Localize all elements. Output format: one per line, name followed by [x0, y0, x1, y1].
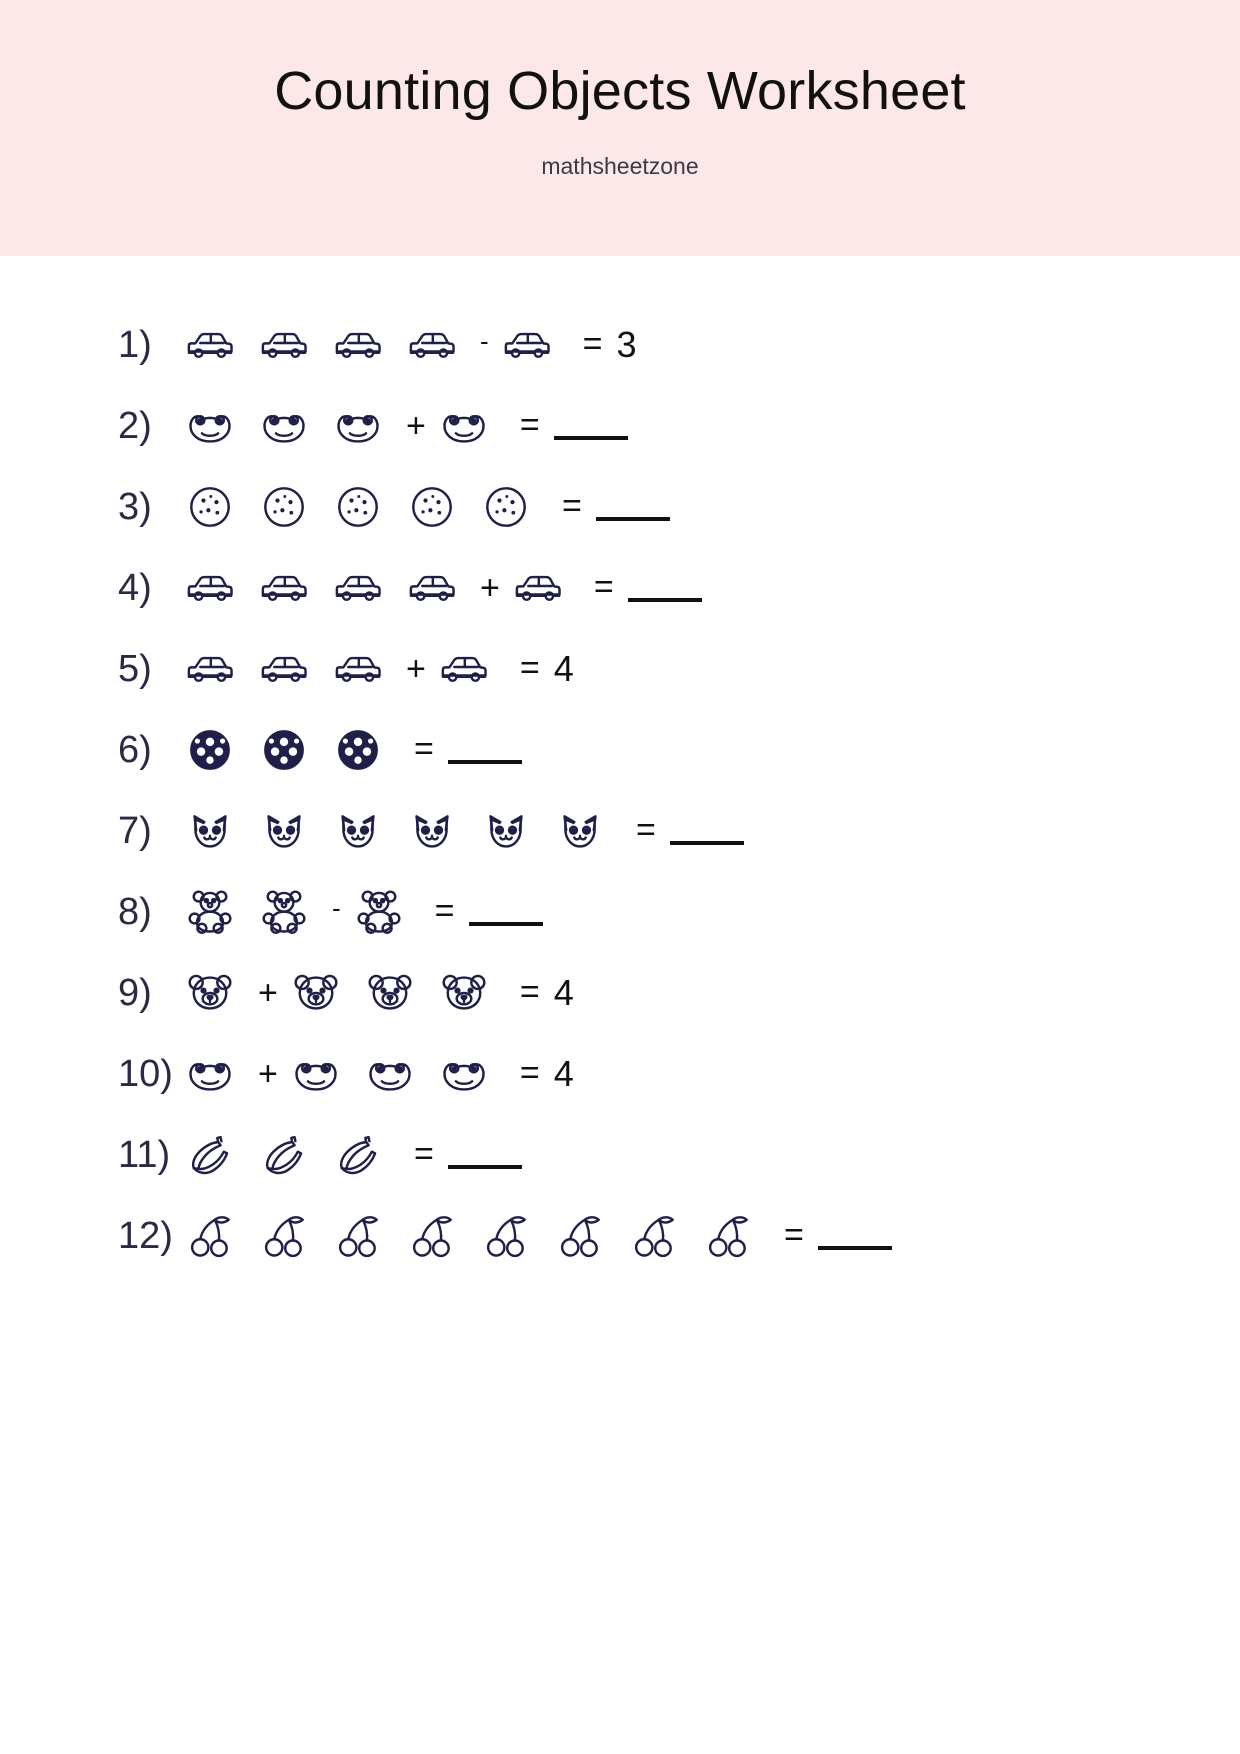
bear-icon — [184, 967, 236, 1019]
soccer-icon — [258, 724, 310, 776]
problem-row — [0, 1033, 1240, 1114]
problem-expression — [184, 1210, 892, 1262]
equals-sign: = — [519, 973, 540, 1011]
banana-icon — [184, 1129, 236, 1181]
equals-sign: = — [784, 1216, 804, 1254]
car-icon — [258, 643, 310, 695]
answer-value: 4 — [553, 1052, 574, 1094]
problem-number: 8) — [118, 890, 152, 933]
minus-operator: - — [480, 325, 489, 356]
equals-sign: = — [582, 325, 603, 363]
cherry-icon — [554, 1210, 606, 1262]
answer-blank[interactable] — [554, 410, 628, 440]
problem-list — [0, 304, 1240, 1276]
answer-blank[interactable] — [448, 734, 522, 764]
equals-sign: = — [434, 892, 455, 930]
problem-number: 1) — [118, 323, 152, 366]
equals-sign: = — [414, 730, 434, 768]
cat-icon — [480, 805, 532, 857]
car-icon — [406, 319, 458, 371]
cat-icon — [554, 805, 606, 857]
cookie-icon — [258, 481, 310, 533]
frog-icon — [184, 1048, 236, 1100]
cookie-icon — [184, 481, 236, 533]
plus-operator: + — [258, 973, 278, 1012]
bear-icon — [438, 967, 490, 1019]
problem-number: 3) — [118, 485, 152, 528]
problem-expression — [184, 643, 574, 695]
cookie-icon — [332, 481, 384, 533]
equals-sign: = — [519, 406, 540, 444]
problem-expression — [184, 1129, 522, 1181]
problem-row — [0, 304, 1240, 385]
answer-blank[interactable] — [818, 1220, 892, 1250]
banana-icon — [332, 1129, 384, 1181]
plus-operator: + — [406, 406, 426, 445]
problem-row — [0, 709, 1240, 790]
equals-sign: = — [519, 649, 540, 687]
teddy-icon — [184, 886, 236, 938]
car-icon — [258, 562, 310, 614]
problem-row — [0, 1195, 1240, 1276]
frog-icon — [184, 400, 236, 452]
plus-operator: + — [258, 1054, 278, 1093]
soccer-icon — [184, 724, 236, 776]
problem-expression — [184, 400, 628, 452]
answer-value: 4 — [553, 647, 574, 689]
cookie-icon — [480, 481, 532, 533]
answer-blank[interactable] — [448, 1139, 522, 1169]
site-name: mathsheetzone — [541, 153, 699, 180]
cat-icon — [332, 805, 384, 857]
answer-value: 3 — [616, 323, 637, 365]
equals-sign: = — [414, 1135, 434, 1173]
cherry-icon — [184, 1210, 236, 1262]
cat-icon — [406, 805, 458, 857]
frog-icon — [290, 1048, 342, 1100]
frog-icon — [364, 1048, 416, 1100]
frog-icon — [438, 400, 490, 452]
soccer-icon — [332, 724, 384, 776]
problem-number: 6) — [118, 728, 152, 771]
teddy-icon — [353, 886, 405, 938]
car-icon — [406, 562, 458, 614]
problem-expression — [184, 805, 744, 857]
problem-number: 11) — [118, 1133, 171, 1176]
problem-number: 4) — [118, 566, 152, 609]
cherry-icon — [480, 1210, 532, 1262]
problem-number: 5) — [118, 647, 152, 690]
cherry-icon — [628, 1210, 680, 1262]
problem-row — [0, 871, 1240, 952]
cherry-icon — [258, 1210, 310, 1262]
problem-number: 10) — [118, 1052, 173, 1095]
equals-sign: = — [636, 811, 656, 849]
problem-expression — [184, 967, 574, 1019]
car-icon — [501, 319, 553, 371]
bear-icon — [364, 967, 416, 1019]
problem-number: 12) — [118, 1214, 173, 1257]
answer-blank[interactable] — [469, 896, 543, 926]
car-icon — [332, 319, 384, 371]
problem-expression — [184, 724, 522, 776]
equals-sign: = — [593, 568, 614, 606]
answer-value: 4 — [553, 971, 574, 1013]
car-icon — [332, 562, 384, 614]
problem-row — [0, 952, 1240, 1033]
teddy-icon — [258, 886, 310, 938]
page-title: Counting Objects Worksheet — [274, 61, 966, 121]
banana-icon — [258, 1129, 310, 1181]
worksheet-header — [0, 0, 1240, 256]
bear-icon — [290, 967, 342, 1019]
problem-number: 9) — [118, 971, 152, 1014]
problem-row — [0, 1114, 1240, 1195]
problem-expression — [184, 562, 702, 614]
cherry-icon — [332, 1210, 384, 1262]
car-icon — [258, 319, 310, 371]
cookie-icon — [406, 481, 458, 533]
cherry-icon — [406, 1210, 458, 1262]
problem-number: 2) — [118, 404, 152, 447]
car-icon — [512, 562, 564, 614]
worksheet-body — [0, 256, 1240, 1276]
problem-row — [0, 466, 1240, 547]
problem-number: 7) — [118, 809, 152, 852]
car-icon — [438, 643, 490, 695]
problem-expression — [184, 1048, 574, 1100]
cherry-icon — [702, 1210, 754, 1262]
cat-icon — [184, 805, 236, 857]
answer-blank[interactable] — [670, 815, 744, 845]
plus-operator: + — [406, 649, 426, 688]
car-icon — [184, 319, 236, 371]
minus-operator: - — [332, 892, 341, 923]
car-icon — [184, 643, 236, 695]
car-icon — [332, 643, 384, 695]
problem-expression — [184, 319, 637, 371]
problem-row — [0, 547, 1240, 628]
car-icon — [184, 562, 236, 614]
frog-icon — [438, 1048, 490, 1100]
equals-sign: = — [519, 1054, 540, 1092]
problem-row — [0, 385, 1240, 466]
frog-icon — [332, 400, 384, 452]
answer-blank[interactable] — [596, 491, 670, 521]
problem-row — [0, 790, 1240, 871]
problem-expression — [184, 481, 670, 533]
answer-blank[interactable] — [628, 572, 702, 602]
problem-row — [0, 628, 1240, 709]
problem-expression — [184, 886, 543, 938]
frog-icon — [258, 400, 310, 452]
cat-icon — [258, 805, 310, 857]
equals-sign: = — [562, 487, 582, 525]
plus-operator: + — [480, 568, 500, 607]
